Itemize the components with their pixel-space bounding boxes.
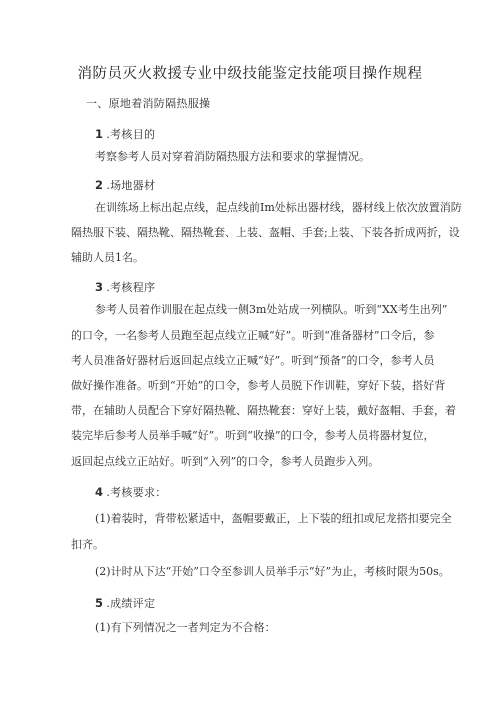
paragraph-line: (1)有下列情况之一者判定为不合格： [95,621,276,634]
subsection-heading-5 [95,596,155,611]
subsection-heading-4 [95,485,167,500]
subsection-number: 4 [95,485,104,499]
document-title: 消防员灭火救援专业中级技能鉴定技能项目操作规程 [77,66,423,82]
paragraph-line: 返回起点线立正站好。听到“入列”的口令，参考人员跑步入列。 [71,455,380,468]
paragraph-line: 带，在辅助人员配合下穿好隔热靴、隔热靴套：穿好上装，戴好盔帽、手套，着 [71,404,456,417]
paragraph-line: 辅助人员1名。 [71,251,144,264]
subsection-title: .成绩评定 [106,597,156,610]
paragraph-line: 考察参考人员对穿着消防隔热服方法和要求的掌握情况。 [95,150,370,163]
section-heading: 一、原地着消防隔热服操 [86,97,211,110]
subsection-title: .考核程序 [106,281,156,294]
paragraph-line: 做好操作准备。听到“开始”的口令，参考人员脱下作训鞋，穿好下装，搭好背 [71,379,446,392]
paragraph-line: (1)着装时，背带松紧适中，盔帽要戴正，上下装的纽扣或尼龙搭扣要完全 [95,512,452,525]
paragraph-line: 参考人员着作训服在起点线一侧3m处站成一列横队。听到“XX考生出列” [95,303,448,316]
subsection-title: .考核要求： [106,486,167,499]
paragraph-line: 的口令，一名参考人员跑至起点线立正喊“好”。听到“准备器材”口令后，参 [71,329,435,342]
subsection-heading-3 [95,280,155,295]
paragraph-line: 扣齐。 [71,538,104,551]
subsection-title: .场地器材 [106,179,156,192]
subsection-heading-1 [95,127,155,142]
paragraph-line: 在训练场上标出起点线，起点线前Im处标出器材线，器材线上依次放置消防 [95,201,462,214]
paragraph-line: 装完毕后参考人员举手喊“好”。听到“收操”的口令，参考人员将器材复位， [71,429,435,442]
subsection-number: 2 [95,178,104,192]
paragraph-line: 考人员准备好器材后返回起点线立正喊“好”。听到“预备”的口令，参考人员 [71,354,435,367]
subsection-number: 5 [95,596,104,610]
subsection-number: 1 [95,127,104,141]
paragraph-line: 隔热服下装、隔热靴、隔热靴套、上装、盔帽、手套;上装、下装各折成两折，设 [71,226,460,239]
paragraph-line: (2)计时从下达“开始”口令至参训人员举手示“好”为止，考核时限为50s。 [95,565,450,578]
subsection-heading-2 [95,178,155,193]
subsection-number: 3 [95,280,104,294]
subsection-title: .考核目的 [106,128,156,141]
